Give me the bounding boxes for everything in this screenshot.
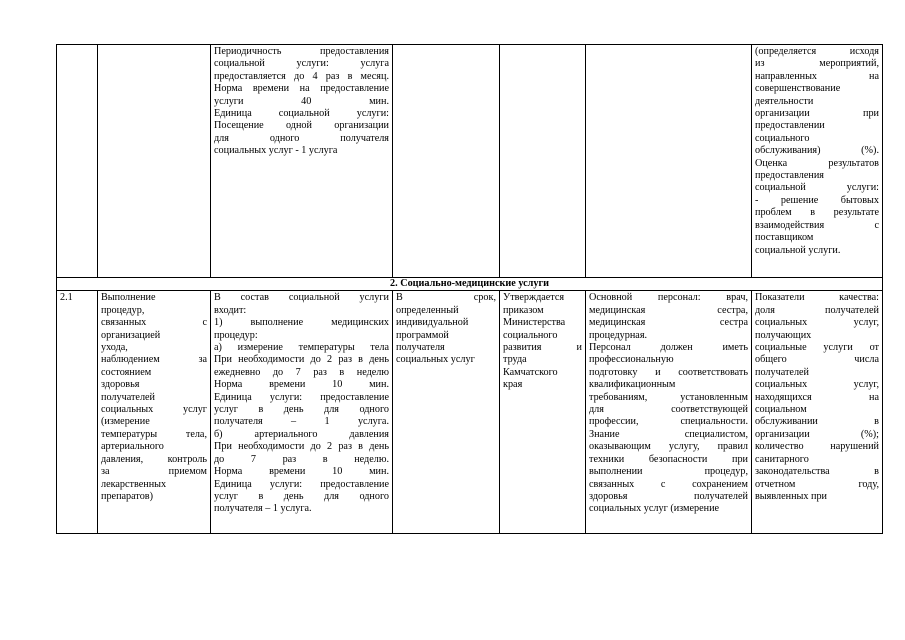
table-row-section-heading (57, 278, 883, 291)
cell-tariff (500, 291, 586, 534)
text-line: процедурная. (589, 329, 648, 341)
text-line: Единица социальной услуги: (214, 108, 389, 120)
text-line: доля получателей (755, 304, 879, 316)
text-line: проблем в результате (755, 207, 879, 219)
cell-quality-indicators (752, 291, 883, 534)
text-line: требованиям, установленным (589, 391, 748, 403)
text-line: оказывающим услугу, правил (589, 441, 748, 453)
text-line: Периодичность предоставления (214, 46, 389, 57)
text-line: здоровья получателей (589, 490, 748, 502)
text-line: социальных услуг, (755, 317, 879, 329)
section-heading: 2. Социально-медицинские услуги (57, 278, 883, 291)
text-line: температуры тела, (101, 428, 207, 440)
text-line: медицинская сестра, (589, 304, 748, 316)
text-line: Оценка результатов (755, 157, 879, 169)
text-line: за приемом (101, 466, 207, 478)
text-line: социального (503, 329, 558, 341)
cell-quality-indicators (752, 45, 883, 278)
text-line: Выполнение (101, 292, 156, 304)
text-line: связанных с сохранением (589, 478, 748, 490)
text-line: индивидуальной (396, 317, 469, 329)
text-line: артериального (101, 441, 164, 453)
text-line: Министерства (503, 317, 566, 329)
text-line: получателя (396, 342, 445, 354)
cell-tariff (500, 45, 586, 278)
text-line: определенный (396, 304, 459, 316)
text-line: организацией (101, 329, 161, 341)
text-line: ухода, (101, 342, 128, 354)
text-line: для соответствующей (589, 404, 748, 416)
text-line: входит: (214, 304, 247, 316)
text-line: (определяется исходя (755, 46, 879, 57)
text-line: социальной услуги: услуга (214, 58, 389, 70)
text-line: поставщиком (755, 232, 814, 244)
text-line: Норма времени 10 мин. (214, 379, 389, 391)
text-line: При необходимости до 2 раз в день (214, 354, 389, 366)
text-line: ежедневно до 7 раз в неделю (214, 366, 389, 378)
text-line: В срок, (396, 292, 496, 304)
text-line: деятельности (755, 95, 814, 107)
text-line: получателя – 1 услуга. (214, 416, 389, 428)
text-line: из мероприятий, (755, 58, 879, 70)
text-line: находящихся на (755, 391, 879, 403)
cell-conditions (586, 291, 752, 534)
text-line: взаимодействия с (755, 219, 879, 231)
text-line: количество нарушений (755, 441, 879, 453)
text-line: профессии, специальности. (589, 416, 748, 428)
text-line: приказом (503, 304, 544, 316)
text-line: услуг в день для одного (214, 490, 389, 502)
cell-service-name (98, 291, 211, 534)
text-line: квалификационным (589, 379, 676, 391)
text-line: социального (755, 132, 810, 144)
text-line: Камчатского (503, 366, 558, 378)
text-line: социальной услуги. (755, 244, 841, 256)
text-line: развития и (503, 342, 582, 354)
text-line: наблюдением за (101, 354, 207, 366)
text-line: услуг в день для одного (214, 404, 389, 416)
text-line: давления, контроль (101, 453, 207, 465)
text-line: предоставляется до 4 раз в месяц. (214, 70, 389, 82)
text-line: 1) выполнение медицинских (214, 317, 389, 329)
cell-number (57, 45, 98, 278)
text-line: социальные услуги от (755, 342, 879, 354)
text-line: для одного получателя (214, 132, 389, 144)
text-line: Посещение одной организации (214, 120, 389, 132)
cell-term (393, 291, 500, 534)
text-line: получателей (755, 366, 810, 378)
text-line: законодательства в (755, 466, 879, 478)
cell-service-name (98, 45, 211, 278)
text-line: Показатели качества: (755, 292, 879, 304)
text-line: процедур: (214, 329, 258, 341)
text-line: направленных на (755, 70, 879, 82)
cell-conditions (586, 45, 752, 278)
text-line: выявленных при (755, 490, 828, 502)
text-line: подготовку и соответствовать (589, 366, 748, 378)
text-line: услуги 40 мин. (214, 95, 389, 107)
text-line: социальных услуг (измерение (589, 503, 720, 515)
text-line: При необходимости до 2 раз в день (214, 441, 389, 453)
text-line: лекарственных (101, 478, 167, 490)
text-line: края (503, 379, 523, 391)
text-line: - решение бытовых (755, 194, 879, 206)
text-line: обслуживания) (%). (755, 145, 879, 157)
text-line: социальных услуг, (755, 379, 879, 391)
text-line: программой (396, 329, 449, 341)
text-line: санитарного (755, 453, 809, 465)
text-line: предоставлении (755, 120, 825, 132)
text-line: Персонал должен иметь (589, 342, 748, 354)
text-line: социальных услуг - 1 услуга (214, 145, 338, 157)
text-line: Знание специалистом, (589, 428, 748, 440)
text-line: обслуживании в (755, 416, 879, 428)
text-line: профессиональную (589, 354, 674, 366)
text-line: Основной персонал: врач, (589, 292, 748, 304)
text-line: предоставления (755, 170, 824, 182)
text-line: здоровья (101, 379, 140, 391)
text-line: общего числа (755, 354, 879, 366)
text-line: б) артериального давления (214, 428, 389, 440)
text-line: (измерение (101, 416, 150, 428)
table-row-continuation (57, 45, 883, 278)
text-line: Норма времени на предоставление (214, 83, 389, 95)
text-line: организации при (755, 108, 879, 120)
text-line: препаратов) (101, 490, 154, 502)
cell-service-content (211, 291, 393, 534)
text-line: а) измерение температуры тела (214, 342, 389, 354)
text-line: до 7 раз в неделю. (214, 453, 389, 465)
cell-term (393, 45, 500, 278)
text-line: медицинская сестра (589, 317, 748, 329)
cell-service-content (211, 45, 393, 278)
text-line: социальной услуги: (755, 182, 879, 194)
text-line: получателя – 1 услуга. (214, 503, 312, 515)
text-line: Норма времени 10 мин. (214, 466, 389, 478)
text-line: Единица услуги: предоставление (214, 391, 389, 403)
text-line: труда (503, 354, 527, 366)
text-line: отчетном году, (755, 478, 879, 490)
text-line: социальном (755, 404, 807, 416)
text-line: выполнении процедур, (589, 466, 748, 478)
text-line: связанных с (101, 317, 207, 329)
text-line: получателей (101, 391, 156, 403)
text-line: В состав социальной услуги (214, 292, 389, 304)
text-line: социальных услуг (396, 354, 475, 366)
text-line: получающих (755, 329, 812, 341)
services-table (56, 44, 883, 534)
table-row-2-1 (57, 291, 883, 534)
text-line: социальных услуг (101, 404, 207, 416)
text-line: состоянием (101, 366, 152, 378)
text-line: техники безопасности при (589, 453, 748, 465)
text-line: Утверждается (503, 292, 565, 304)
text-line: Единица услуги: предоставление (214, 478, 389, 490)
text-line: совершенствование (755, 83, 841, 95)
text-line: процедур, (101, 304, 145, 316)
cell-number: 2.1 (57, 291, 98, 534)
text-line: организации (%); (755, 428, 879, 440)
